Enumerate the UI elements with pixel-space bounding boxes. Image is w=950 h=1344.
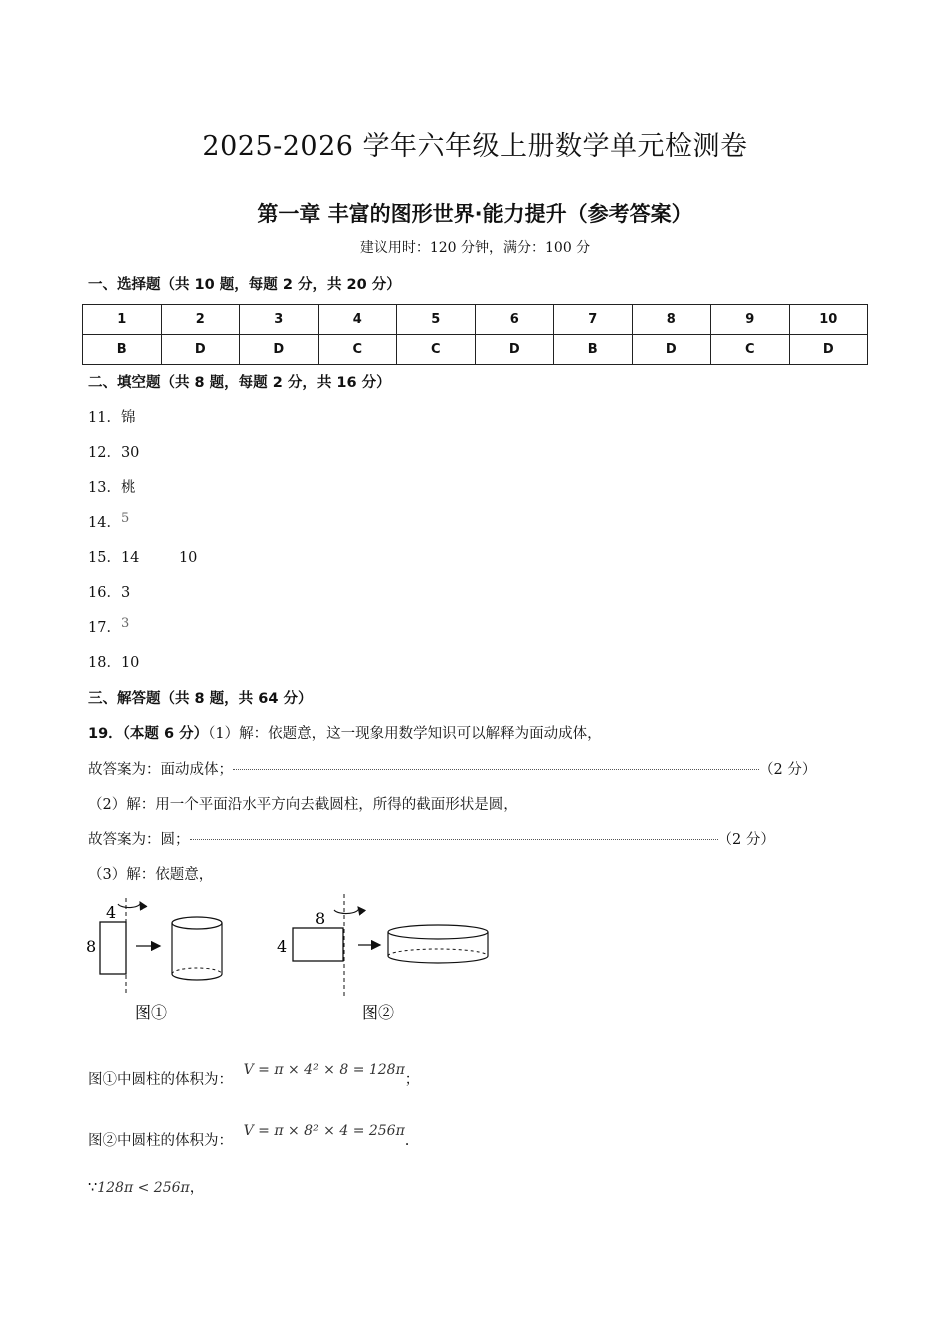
answer-leader xyxy=(233,769,759,770)
q19-answer1-row xyxy=(88,758,816,779)
fill-item xyxy=(88,546,197,567)
table-cell: 9 xyxy=(711,305,790,335)
q19-answer1: 故答案为：面动成体； xyxy=(88,762,233,778)
figure1 xyxy=(86,898,222,1022)
fill-item xyxy=(88,476,135,497)
q19-line3: （3）解：依题意， xyxy=(88,867,214,883)
table-cell: 6 xyxy=(475,305,554,335)
rotation-arrow-icon xyxy=(118,902,140,908)
volume2-end: . xyxy=(404,1133,410,1149)
item-number: 14． xyxy=(88,515,121,531)
volume2-row xyxy=(88,1123,410,1150)
table-cell: 3 xyxy=(240,305,319,335)
figure2-top-label: 8 xyxy=(315,909,326,928)
item-answer: 锦 xyxy=(120,410,136,426)
table-cell: 7 xyxy=(554,305,633,335)
cylinder2-top xyxy=(388,925,488,939)
item-number: 15． xyxy=(88,550,121,566)
item-answer-2: 10 xyxy=(178,550,198,566)
table-cell: 5 xyxy=(397,305,476,335)
table-cell: 4 xyxy=(318,305,397,335)
item-answer: 桃 xyxy=(120,480,136,496)
table-cell: B xyxy=(554,335,633,365)
item-answer: 10 xyxy=(120,655,140,671)
volume2-label: 图②中圆柱的体积为： xyxy=(88,1133,233,1149)
rotation-figure xyxy=(80,890,510,1040)
figure1-rectangle xyxy=(100,922,126,974)
figure1-caption: 图① xyxy=(135,1003,168,1022)
page-title: 2025-2026 学年六年级上册数学单元检测卷 xyxy=(202,131,748,162)
answer-table-number-row xyxy=(83,305,868,335)
score-2: （2 分） xyxy=(717,832,775,848)
compare-end: ， xyxy=(189,1180,205,1196)
q19-line1 xyxy=(88,722,602,743)
q19-answer2: 故答案为：圆； xyxy=(88,832,190,848)
item-number: 16． xyxy=(88,585,121,601)
cylinder1-bottom-back xyxy=(172,968,222,974)
rotation-arrow-icon xyxy=(334,907,359,914)
answer-table xyxy=(82,304,868,365)
table-cell: D xyxy=(789,335,868,365)
compare-formula: 128π < 256π xyxy=(97,1180,190,1196)
item-answer: 5 xyxy=(120,511,130,526)
fill-item xyxy=(88,511,129,532)
item-answer: 14 xyxy=(120,550,140,566)
cylinder1-top xyxy=(172,917,222,929)
fill-item xyxy=(88,651,139,672)
table-cell: 8 xyxy=(632,305,711,335)
item-number: 13． xyxy=(88,480,121,496)
because-symbol: ∵ xyxy=(88,1180,98,1196)
fill-item xyxy=(88,441,139,462)
score-1: （2 分） xyxy=(759,762,817,778)
section1-heading: 一、选择题（共 10 题，每题 2 分，共 20 分） xyxy=(88,277,401,293)
item-answer: 3 xyxy=(120,616,130,631)
figure1-left-label: 8 xyxy=(86,937,97,956)
figure1-top-label: 4 xyxy=(106,903,117,922)
q19-line2: （2）解：用一个平面沿水平方向去截圆柱，所得的截面形状是圆， xyxy=(88,797,518,813)
volume1-label: 图①中圆柱的体积为： xyxy=(88,1072,233,1088)
table-cell: B xyxy=(83,335,162,365)
figure2-left-label: 4 xyxy=(277,937,288,956)
section3-heading: 三、解答题（共 8 题，共 64 分） xyxy=(88,691,313,707)
answer-table-answer-row xyxy=(83,335,868,365)
fill-item xyxy=(88,581,130,602)
fill-item xyxy=(88,406,135,427)
fill-item xyxy=(88,616,129,637)
item-answer: 30 xyxy=(120,445,140,461)
item-number: 18． xyxy=(88,655,121,671)
volume2-formula: V = π × 8² × 4 = 256π xyxy=(243,1123,405,1139)
table-cell: D xyxy=(161,335,240,365)
item-number: 17． xyxy=(88,620,121,636)
cylinder2-bottom-back xyxy=(388,949,488,956)
q19-prefix: 19．（本题 6 分） xyxy=(88,726,209,742)
item-number: 11． xyxy=(88,410,121,426)
table-cell: D xyxy=(632,335,711,365)
table-cell: 10 xyxy=(789,305,868,335)
item-number: 12． xyxy=(88,445,121,461)
figure2 xyxy=(277,894,488,1022)
figure2-caption: 图② xyxy=(362,1003,395,1022)
cylinder1-bottom-front xyxy=(172,974,222,980)
table-cell: 1 xyxy=(83,305,162,335)
volume1-end: ； xyxy=(404,1072,420,1088)
table-cell: C xyxy=(318,335,397,365)
table-cell: C xyxy=(397,335,476,365)
figure2-rectangle xyxy=(293,928,343,961)
table-cell: C xyxy=(711,335,790,365)
table-cell: D xyxy=(475,335,554,365)
item-answer: 3 xyxy=(120,585,131,601)
q19-answer2-row xyxy=(88,828,775,849)
table-cell: D xyxy=(240,335,319,365)
volume1-formula: V = π × 4² × 8 = 128π xyxy=(243,1062,405,1078)
exam-meta: 建议用时：120 分钟，满分：100 分 xyxy=(359,240,591,256)
section2-heading: 二、填空题（共 8 题，每题 2 分，共 16 分） xyxy=(88,375,391,391)
table-cell: 2 xyxy=(161,305,240,335)
q19-text1: （1）解：依题意，这一现象用数学知识可以解释为面动成体， xyxy=(208,726,602,742)
cylinder2-bottom-front xyxy=(388,956,488,963)
answer-leader xyxy=(190,839,718,840)
chapter-subtitle: 第一章 丰富的图形世界·能力提升（参考答案） xyxy=(257,202,693,226)
compare-row xyxy=(88,1176,204,1197)
volume1-row xyxy=(88,1062,420,1089)
